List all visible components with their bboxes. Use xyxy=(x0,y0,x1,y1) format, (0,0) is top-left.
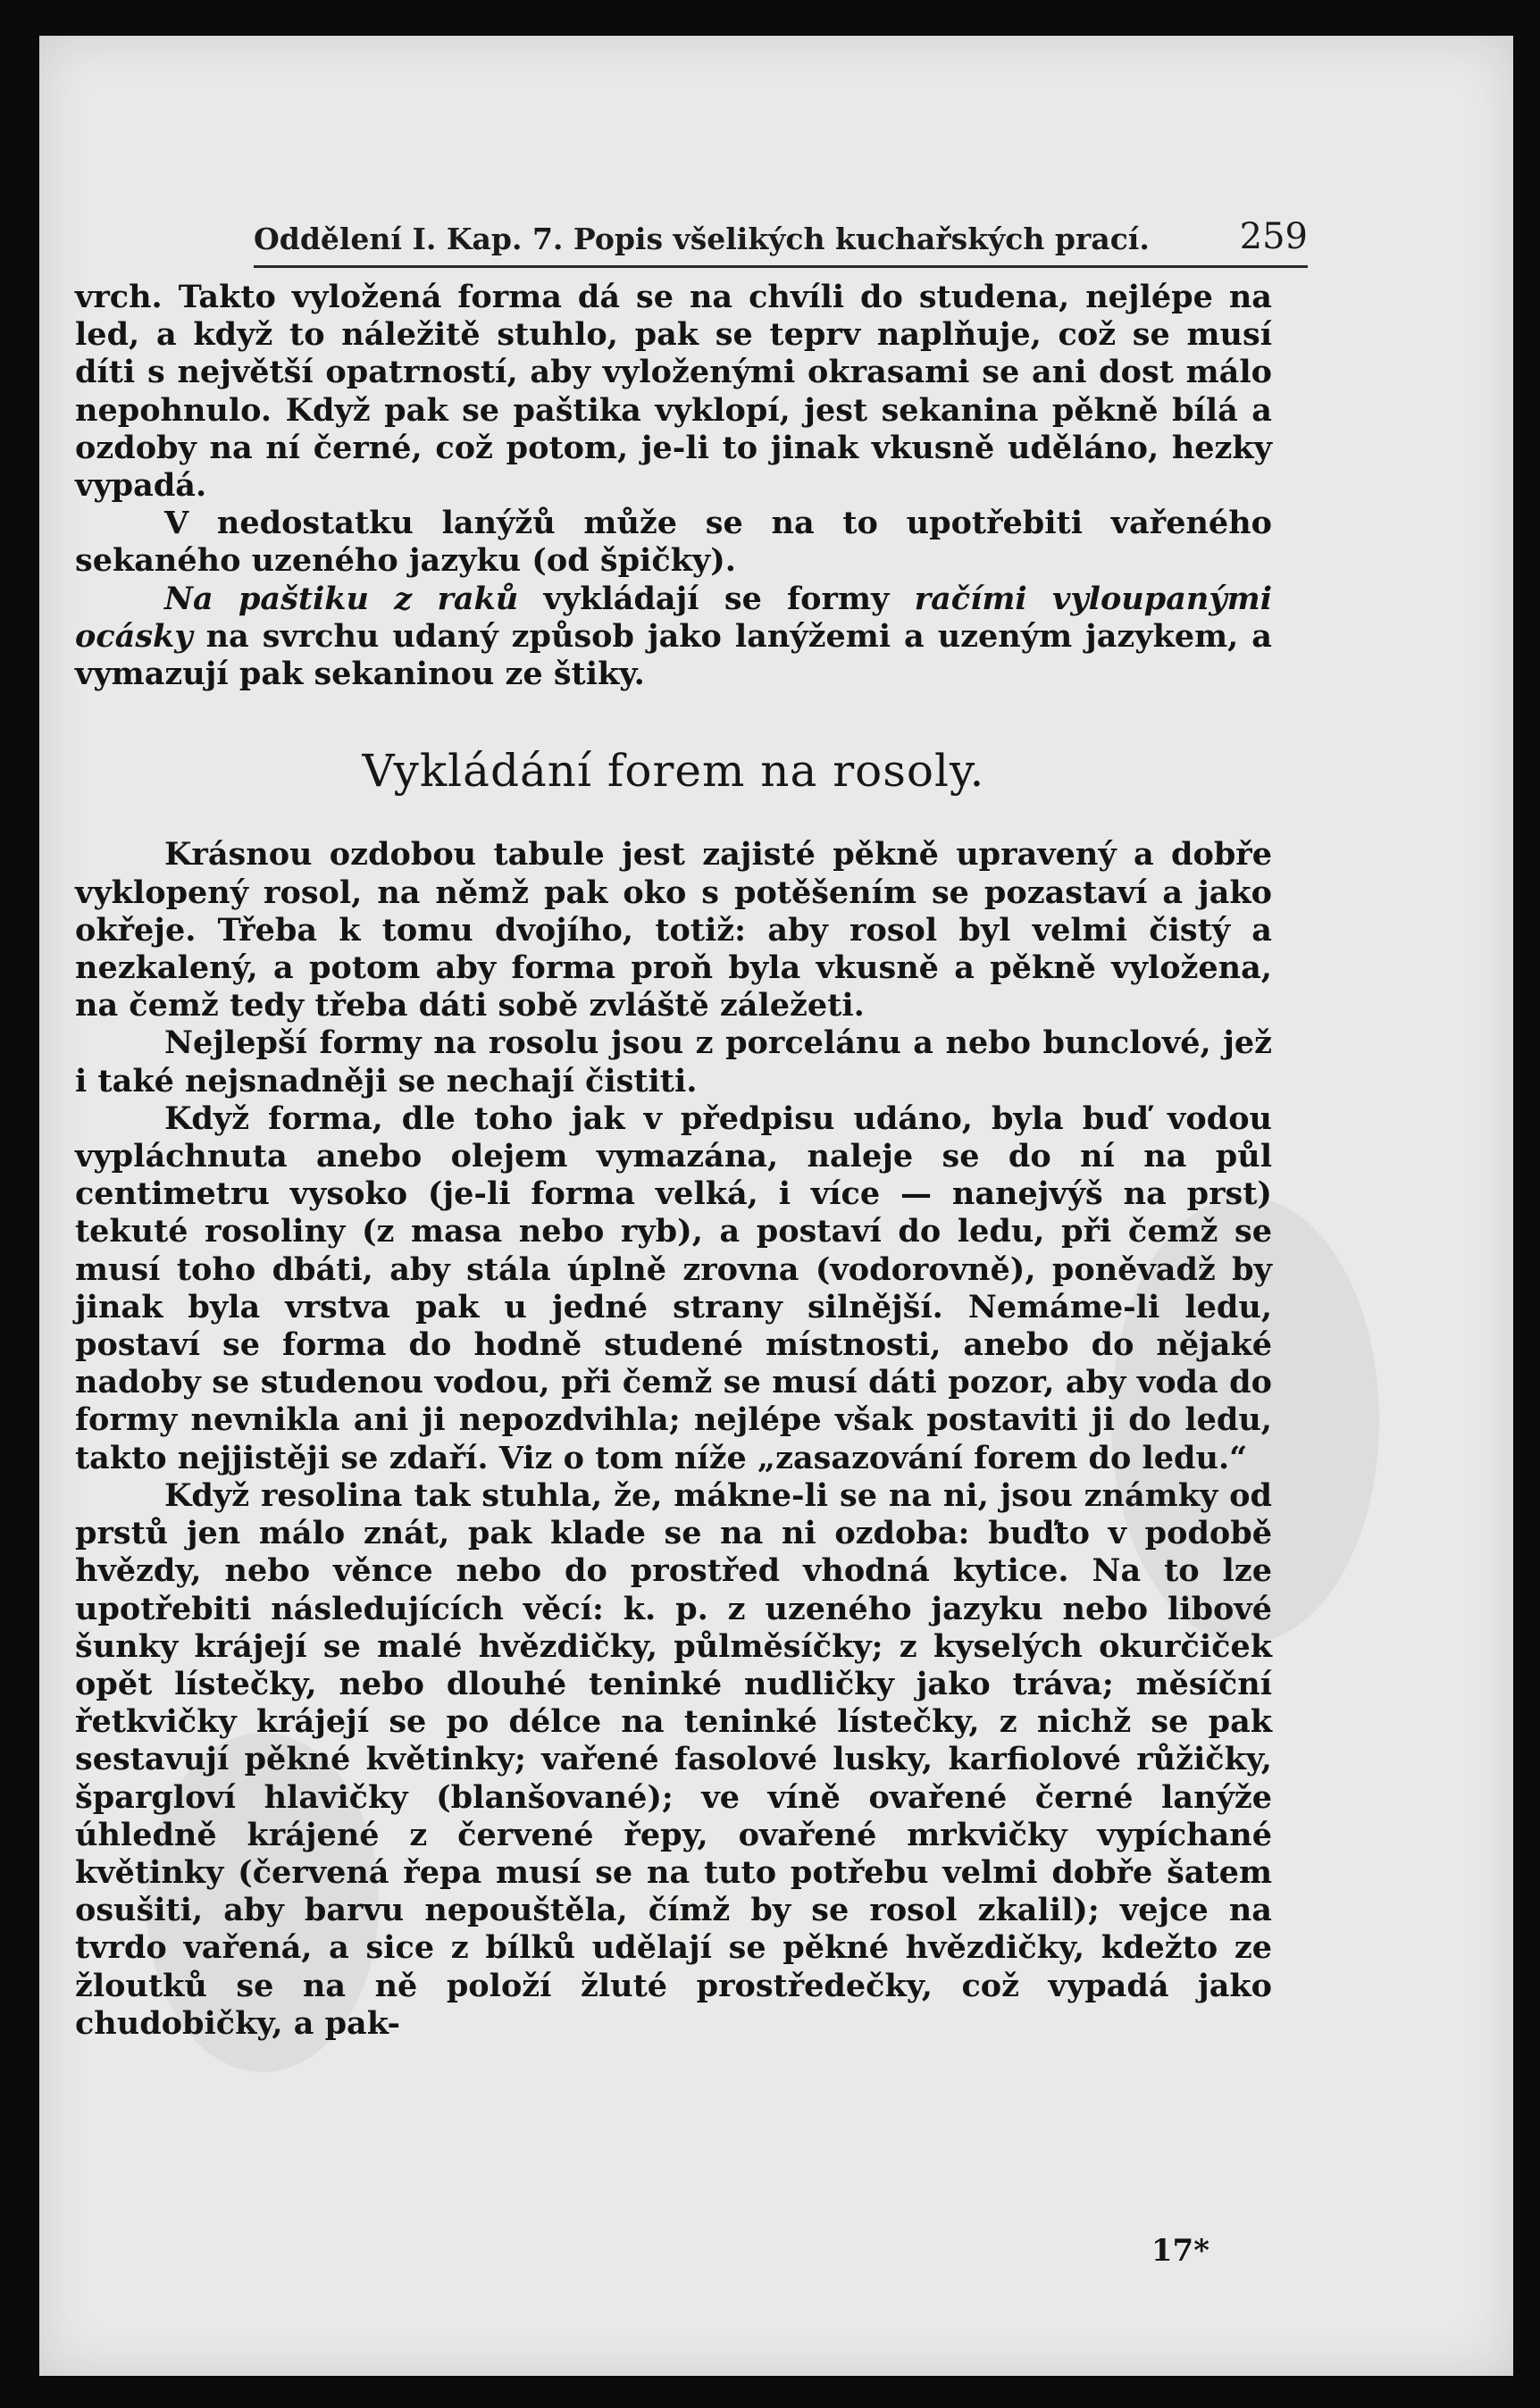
italic-term: račími vyloupanými ocásky xyxy=(75,580,1273,655)
paragraph: Když forma, dle toho jak v předpisu udáno, byla buď vodou vypláchnuta anebo olejem vymazána, naleje se do ní na půl centimetru vysoko (je-li forma velká, i více — nanejvýš na prst) tekuté rosoliny (z masa nebo ryb), a postaví do ledu, při čemž se musí toho dbáti, aby stála úplně zrovna (vodorovně), poněvadž by jinak byla vrstva pak u jedné strany silnější. Nemáme-li ledu, postaví se forma do hodně studené místnosti, anebo do nějaké nadoby se studenou vodou, při čemž se musí dáti pozor, aby voda do formy nevnikla ani ji nepozdvihla; nejlépe však postaviti ji do ledu, takto nejjistěji se zdaří. Viz o tom níže „zasazování forem do ledu.“ xyxy=(75,1099,1272,1476)
page-body xyxy=(75,279,1272,2043)
running-header xyxy=(254,216,1308,268)
paragraph: vrch. Takto vyložená forma dá se na chvíli do studena, nejlépe na led, a když to náležitě stuhlo, pak se teprv naplňuje, což se musí díti s největší opatrností, aby vyloženými okrasami se ani dost málo nepohnulo. Když pak se paštika vyklopí, jest sekanina pěkně bílá a ozdoby na ní černé, což potom, je-li to jinak vkusně uděláno, hezky vypadá. xyxy=(75,279,1272,505)
running-title: Oddělení I. Kap. 7. Popis všelikých kuchařských prací. xyxy=(254,222,1150,256)
crayfish-paragraph xyxy=(75,581,1272,694)
section-title: Vykládání forem na rosoly. xyxy=(362,745,985,798)
italic-lead: Na paštiku z raků xyxy=(164,580,519,617)
paragraph: Když resolina tak stuhla, že, mákne-li se na ni, jsou známky od prstů jen málo znát, pak klade se na ni ozdoba: buďto v podobě hvězdy, nebo věnce nebo do prostřed vhodná kytice. Na to lze upotřebiti následujících věcí: k. p. z uzeného jazyku nebo libové šunky krájejí se malé hvězdičky, půlměsíčky; z kyselých okurčiček opět lístečky, nebo dlouhé teninké nudličky jako tráva; měsíční řetkvičky krájejí se po délce na teninké lístečky, z nichž se pak sestavují pěkné květinky; vařené fasolové lusky, karfiolové růžičky, špargloví hlavičky (blanšované); ve víně ovařené černé lanýže úhledně krájené z červené řepy, ovařené mrkvičky vypíchané květinky (červená řepa musí se na tuto potřebu velmi dobře šatem osušiti, aby barvu nepouštěla, čímž by se rosol zkalil); vejce na tvrdo vařená, a sice z bílků udělají se pěkné hvězdičky, kdežto ze žloutků se na ně položí žluté prostředečky, což vypadá jako chudobičky, a pak- xyxy=(75,1476,1272,2042)
paragraph-text: vykládají se formy xyxy=(518,580,915,617)
paragraph: Krásnou ozdobou tabule jest zajisté pěkně upravený a dobře vyklopený rosol, na němž pak oko s potěšením se pozastaví a jako okřeje. Třeba k tomu dvojího, totiž: aby rosol byl velmi čistý a nezkalený, a potom aby forma proň byla vkusně a pěkně vyložena, na čemž tedy třeba dáti sobě zvláště záležeti. xyxy=(75,836,1272,1024)
page-number: 259 xyxy=(1239,216,1308,257)
paragraph: Nejlepší formy na rosolu jsou z porcelánu a nebo bunclové, jež i také nejsnadněji se nechají čistiti. xyxy=(75,1024,1272,1099)
paragraph: V nedostatku lanýžů může se na to upotřebiti vařeného sekaného uzeného jazyku (od špičky). xyxy=(75,505,1272,580)
paragraph-text: na svrchu udaný způsob jako lanýžemi a uzeným jazykem, a vymazují pak sekaninou ze štiky. xyxy=(75,617,1272,693)
signature-mark: 17* xyxy=(1151,2233,1209,2269)
